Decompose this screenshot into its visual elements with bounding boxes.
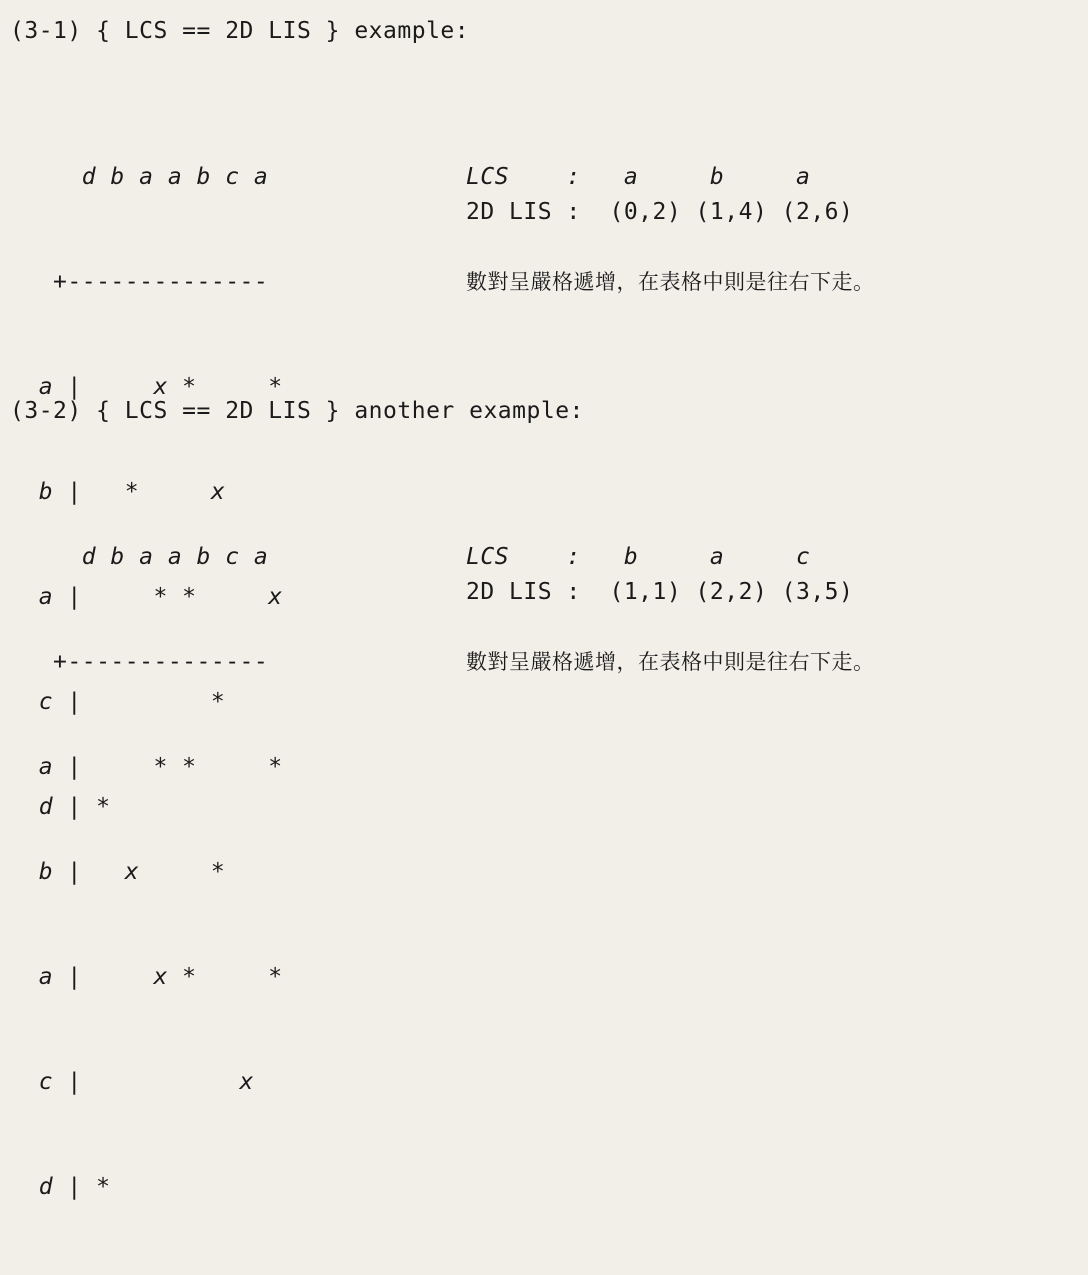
grid-column-header: d b a a b c a bbox=[10, 164, 269, 190]
section-3-2-heading: (3-2) { LCS == 2D LIS } another example: bbox=[10, 398, 584, 424]
lcs-line: LCS : b a c bbox=[466, 544, 811, 570]
section-3-2-grid bbox=[10, 470, 283, 1275]
section-3-2-heading-block bbox=[0, 398, 1088, 424]
grid-row: c | * bbox=[10, 689, 226, 715]
grid-row: b | * x bbox=[10, 479, 226, 505]
grid-row: a | * * * bbox=[10, 754, 283, 780]
side-spacer bbox=[466, 230, 875, 265]
strict-increase-note: 數對呈嚴格遞增，在表格中則是往右下走。 bbox=[466, 650, 875, 674]
grid-row: b | x * bbox=[10, 859, 226, 885]
section-3-1-side-panel bbox=[466, 160, 875, 300]
lis-line: 2D LIS : (0,2) (1,4) (2,6) bbox=[466, 199, 854, 225]
grid-divider: +-------------- bbox=[10, 269, 269, 295]
grid-row: c | x bbox=[10, 1069, 254, 1095]
grid-divider: +-------------- bbox=[10, 649, 269, 675]
grid-row: a | x * * bbox=[10, 374, 283, 400]
lcs-line: LCS : a b a bbox=[466, 164, 811, 190]
grid-row: d | * bbox=[10, 1174, 111, 1200]
section-3-2-side-panel bbox=[466, 540, 875, 680]
grid-row: d | * bbox=[10, 794, 111, 820]
strict-increase-note: 數對呈嚴格遞增，在表格中則是往右下走。 bbox=[466, 270, 875, 294]
grid-column-header: d b a a b c a bbox=[10, 544, 269, 570]
section-3-1-heading-block bbox=[0, 18, 1088, 44]
lis-line: 2D LIS : (1,1) (2,2) (3,5) bbox=[466, 579, 854, 605]
section-3-1-heading: (3-1) { LCS == 2D LIS } example: bbox=[10, 18, 470, 44]
side-spacer bbox=[466, 610, 875, 645]
grid-row: a | * * x bbox=[10, 584, 283, 610]
grid-row: a | x * * bbox=[10, 964, 283, 990]
